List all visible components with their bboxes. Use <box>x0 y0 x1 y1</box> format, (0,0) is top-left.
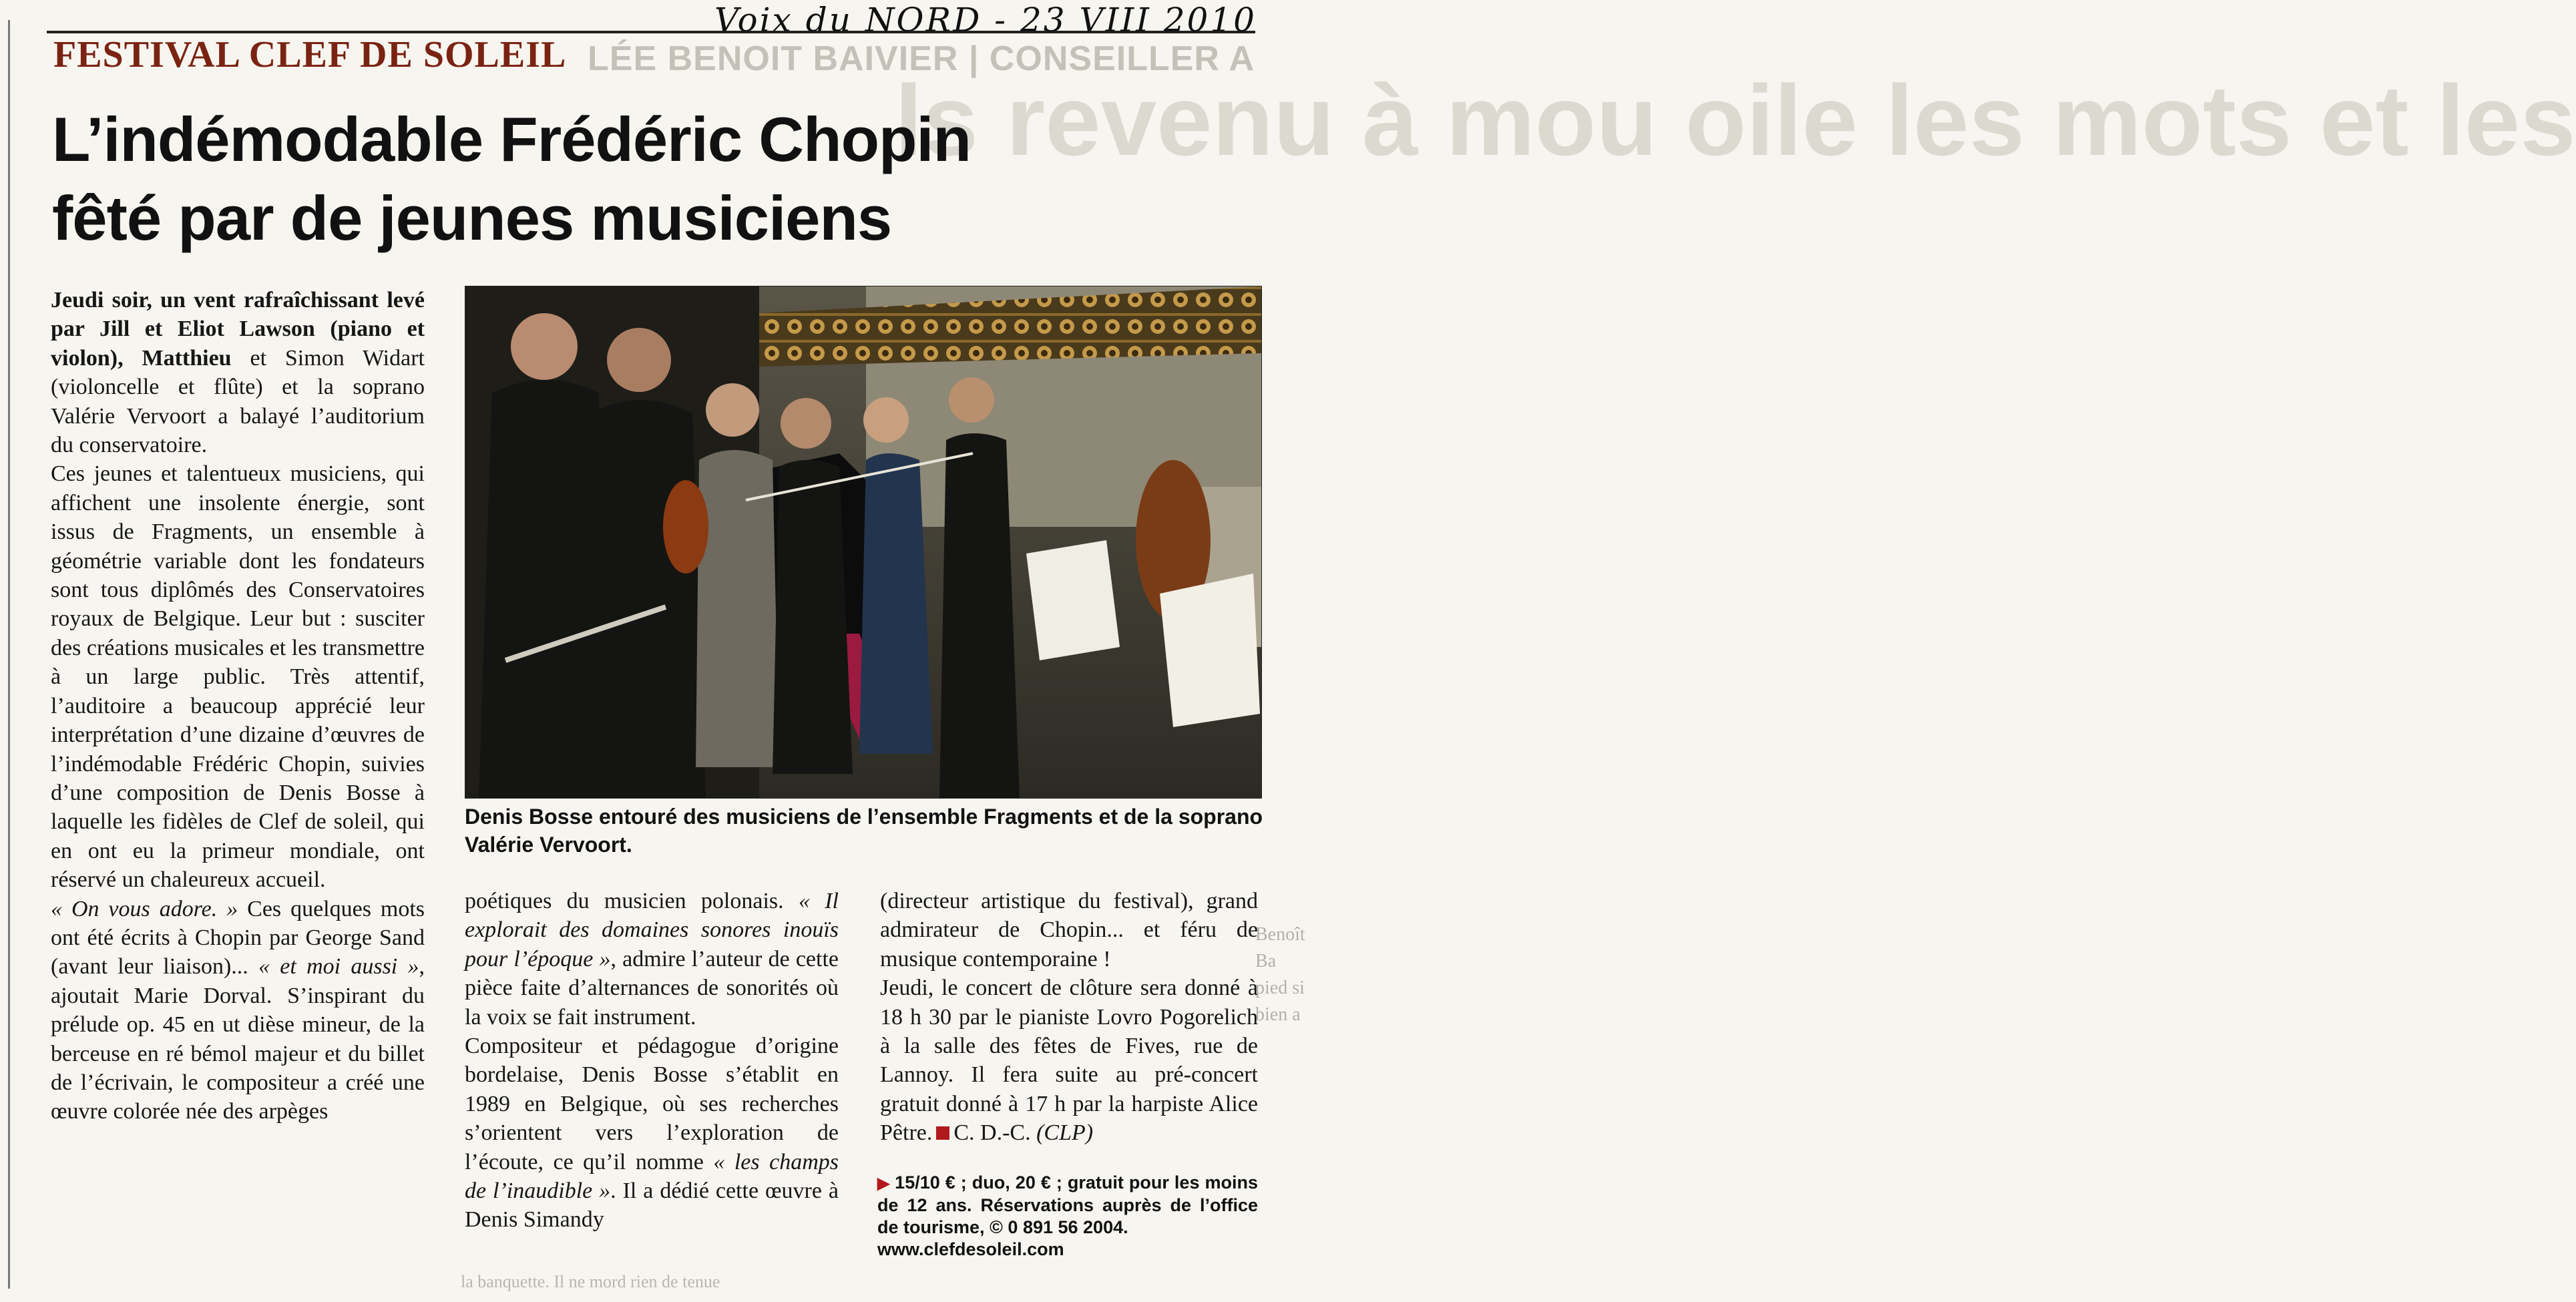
practical-info <box>877 1172 1258 1261</box>
bleed-through-headline: ls revenu à mou oile les mots et les <box>895 64 2576 176</box>
col2-paragraph-2 <box>465 1032 839 1235</box>
website-link[interactable]: www.clefdesoleil.com <box>877 1239 1064 1259</box>
scan-edge-left <box>8 20 10 1289</box>
col2-paragraph-2-text-b: . Il a dédié cette œuvre à Denis Simandy <box>465 1178 839 1233</box>
article-column-1 <box>51 286 425 1126</box>
paragraph-2: Ces jeunes et talentueux musiciens, qui affichent une insolente énergie, sont issus de Fragments, un ensemble à géométrie variable dont les fondateurs sont tous diplômés des Conservatoires royaux de Belgique. Leur but : susciter des créations musicales et les transmettre à un large public. Très attentif, l’auditoire a beaucoup apprécié leur interprétation d’une dizaine d’œuvres de l’indémodable Frédéric Chopin, suivies d’une composition de Denis Bosse à laquelle les fidèles de Clef de soleil, qui en ont eu la primeur mondiale, ont réservé un chaleureux accueil. <box>51 461 425 893</box>
quote-champs-inaudible: « les champs de l’inaudible » <box>465 1149 839 1204</box>
col2-paragraph-2-text-a: Compositeur et pédagogue d’origine bordelaise, Denis Bosse s’établit en 1989 en Belgique, où ses recherches s’orientent vers l’exploration de l’écoute, ce qu’il nomme <box>465 1034 839 1174</box>
col2-paragraph-1-text-b: , admire l’auteur de cette pièce faite d’alternances de sonorités où la voix se fait instrument. <box>465 946 839 1030</box>
concert-photo <box>465 286 1262 799</box>
triangle-bullet-icon: ▶ <box>877 1174 895 1192</box>
article-column-2 <box>465 887 839 1235</box>
paragraph-3-text-a: Ces quelques mots ont été écrits à Chopin par George Sand (avant leur liaison)... <box>51 896 425 980</box>
paragraph-3-text-b: , ajoutait Marie Dorval. S’inspirant du prélude op. 45 en ut dièse mineur, de la berceuse en ré bémol majeur et du billet de l’écrivain, le compositeur a créé une œuvre colorée née des arpèges <box>51 954 425 1124</box>
bleed-through-right: Benoît Ba pied si bien a <box>1255 924 1305 1025</box>
end-mark-square-icon <box>936 1126 949 1140</box>
bleed-through-header: LÉE BENOIT BAIVIER | CONSEILLER A <box>588 39 1255 78</box>
col2-paragraph-1 <box>465 887 839 1032</box>
headline-line-2: fêté par de jeunes musiciens <box>52 183 892 253</box>
col3-paragraph-2-text: Jeudi, le concert de clôture sera donné à 18 h 30 par le pianiste Lovro Pogorelich à la salle des fêtes de Fives, rue de Lannoy. Il fera suite au pré-concert gratuit donné à 17 h par la harpiste Alice Pêtre. <box>880 975 1258 1146</box>
col2-paragraph-1-text-a: poétiques du musicien polonais. <box>465 889 799 913</box>
quote-domaines-sonores: « Il explorait des domaines sonores inouïs pour l’époque » <box>465 889 839 971</box>
paragraph-3 <box>51 895 425 1126</box>
col3-paragraph-1: (directeur artistique du festival), grand admirateur de Chopin... et féru de musique contemporaine ! <box>880 889 1258 971</box>
bleed-through-footer: la banquette. Il ne mord rien de tenue <box>461 1272 720 1291</box>
handwritten-source-note: Voix du NORD - 23 VIII 2010 <box>714 1 1257 39</box>
headline-line-1: L’indémodable Frédéric Chopin <box>52 104 971 174</box>
col3-paragraph-2 <box>880 973 1258 1147</box>
lead-paragraph <box>51 286 425 459</box>
quote-on-vous-adore: « On vous adore. » <box>51 896 238 921</box>
agency-credit: (CLP) <box>1036 1120 1094 1146</box>
lead-text: Jeudi soir, un vent rafraîchissant levé par Jill et Eliot Lawson (piano et violon), Matthieu <box>51 288 425 371</box>
author-signature: C. D.-C. <box>953 1120 1031 1146</box>
section-rubric: FESTIVAL CLEF DE SOLEIL <box>53 34 567 75</box>
concert-photo-illustration <box>465 286 1261 798</box>
article-column-3 <box>880 887 1258 1148</box>
quote-et-moi-aussi: « et moi aussi » <box>258 954 419 980</box>
practical-info-text: 15/10 € ; duo, 20 € ; gratuit pour les moins de 12 ans. Réservations auprès de l’office de tourisme, © 0 891 56 2004. <box>877 1172 1258 1237</box>
lead-text-rest: et Simon Widart (violoncelle et flûte) et la soprano Valérie Vervoort a balayé l’auditorium du conservatoire. <box>51 345 425 458</box>
headline <box>52 100 1054 258</box>
photo-caption: Denis Bosse entouré des musiciens de l’ensemble Fragments et de la soprano Valérie Vervoort. <box>465 805 1263 857</box>
